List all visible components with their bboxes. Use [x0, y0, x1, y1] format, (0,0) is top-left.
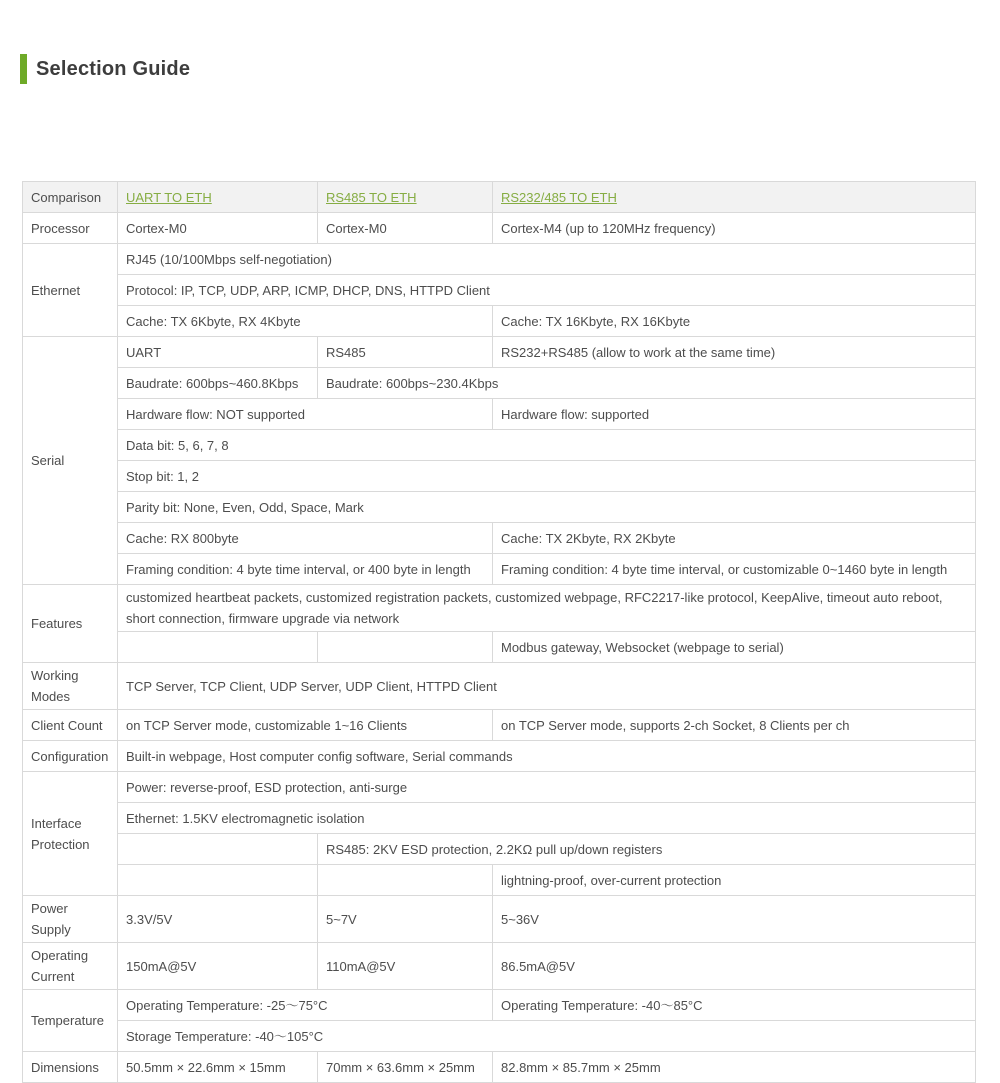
- table-row: [23, 399, 976, 430]
- spec-cell: Modbus gateway, Websocket (webpage to serial): [493, 632, 976, 663]
- table-row: [23, 896, 976, 943]
- spec-cell-empty: [318, 865, 493, 896]
- header-link-rs232-485-to-eth[interactable]: RS232/485 TO ETH: [501, 189, 617, 205]
- spec-cell: 110mA@5V: [318, 943, 493, 990]
- spec-cell: Framing condition: 4 byte time interval, or customizable 0~1460 byte in length: [493, 554, 976, 585]
- table-row: [23, 663, 976, 710]
- spec-cell: RS485: [318, 337, 493, 368]
- spec-cell: Parity bit: None, Even, Odd, Space, Mark: [118, 492, 976, 523]
- table-row: [23, 834, 976, 865]
- table-row: [23, 632, 976, 663]
- spec-cell: 5~7V: [318, 896, 493, 943]
- table-row: [23, 1021, 976, 1052]
- table-row: [23, 772, 976, 803]
- spec-cell: Storage Temperature: -40～105°C: [118, 1021, 976, 1052]
- spec-cell: Cortex-M4 (up to 120MHz frequency): [493, 213, 976, 244]
- spec-cell: Hardware flow: NOT supported: [118, 399, 493, 430]
- row-label-power-supply: Power Supply: [23, 896, 118, 943]
- spec-cell-empty: [318, 632, 493, 663]
- table-header-row: [23, 182, 976, 213]
- spec-cell: Baudrate: 600bps~460.8Kbps: [118, 368, 318, 399]
- header-cell-comparison: Comparison: [23, 182, 118, 213]
- spec-cell: Cache: TX 16Kbyte, RX 16Kbyte: [493, 306, 976, 337]
- table-row: [23, 865, 976, 896]
- table-row: [23, 943, 976, 990]
- table-body: [23, 213, 976, 1083]
- page: [0, 53, 1000, 1075]
- spec-cell: Framing condition: 4 byte time interval, or 400 byte in length: [118, 554, 493, 585]
- spec-cell: UART: [118, 337, 318, 368]
- row-label-client-count: Client Count: [23, 710, 118, 741]
- spec-cell: Cache: RX 800byte: [118, 523, 493, 554]
- table-row: [23, 461, 976, 492]
- spec-cell: Protocol: IP, TCP, UDP, ARP, ICMP, DHCP, DNS, HTTPD Client: [118, 275, 976, 306]
- header-cell-rs232-485-to-eth: [493, 182, 976, 213]
- spec-cell: RJ45 (10/100Mbps self-negotiation): [118, 244, 976, 275]
- spec-cell: Operating Temperature: -40～85°C: [493, 990, 976, 1021]
- spec-cell: Operating Temperature: -25～75°C: [118, 990, 493, 1021]
- spec-cell: 70mm × 63.6mm × 25mm: [318, 1052, 493, 1083]
- spec-cell: Ethernet: 1.5KV electromagnetic isolation: [118, 803, 976, 834]
- spec-cell: Baudrate: 600bps~230.4Kbps: [318, 368, 976, 399]
- spec-cell-empty: [118, 865, 318, 896]
- page-title: Selection Guide: [36, 57, 191, 80]
- row-label-processor: Processor: [23, 213, 118, 244]
- spec-cell-empty: [118, 834, 318, 865]
- table-row: [23, 306, 976, 337]
- table-row: [23, 990, 976, 1021]
- row-label-operating-current: Operating Current: [23, 943, 118, 990]
- spec-cell: customized heartbeat packets, customized registration packets, customized webpage, RFC2217-like protocol, KeepAlive, timeout auto reboot, short connection, firmware upgrade via network: [118, 585, 976, 632]
- table-row: [23, 523, 976, 554]
- spec-cell: 82.8mm × 85.7mm × 25mm: [493, 1052, 976, 1083]
- header-cell-rs485-to-eth: [318, 182, 493, 213]
- table-row: [23, 803, 976, 834]
- row-label-interface-protection: Interface Protection: [23, 772, 118, 896]
- table-row: [23, 492, 976, 523]
- table-row: [23, 1052, 976, 1083]
- spec-cell: 150mA@5V: [118, 943, 318, 990]
- table-row: [23, 554, 976, 585]
- spec-cell-empty: [118, 632, 318, 663]
- table-row: [23, 213, 976, 244]
- row-label-serial: Serial: [23, 337, 118, 585]
- spec-cell: lightning-proof, over-current protection: [493, 865, 976, 896]
- spec-cell: Data bit: 5, 6, 7, 8: [118, 430, 976, 461]
- spec-cell: RS232+RS485 (allow to work at the same time): [493, 337, 976, 368]
- spec-cell: Cortex-M0: [318, 213, 493, 244]
- spec-cell: Hardware flow: supported: [493, 399, 976, 430]
- spec-cell: Built-in webpage, Host computer config software, Serial commands: [118, 741, 976, 772]
- header-cell-uart-to-eth: [118, 182, 318, 213]
- spec-cell: 86.5mA@5V: [493, 943, 976, 990]
- spec-cell: Cache: TX 6Kbyte, RX 4Kbyte: [118, 306, 493, 337]
- spec-cell: TCP Server, TCP Client, UDP Server, UDP Client, HTTPD Client: [118, 663, 976, 710]
- header-link-rs485-to-eth[interactable]: RS485 TO ETH: [326, 189, 417, 205]
- spec-cell: 50.5mm × 22.6mm × 15mm: [118, 1052, 318, 1083]
- table-row: [23, 275, 976, 306]
- accent-bar: [20, 54, 27, 84]
- table-row: [23, 368, 976, 399]
- table-row: [23, 585, 976, 632]
- header-link-uart-to-eth[interactable]: UART TO ETH: [126, 189, 212, 205]
- table-row: [23, 710, 976, 741]
- table-row: [23, 430, 976, 461]
- section-header: [20, 53, 1000, 85]
- table-head: [23, 182, 976, 213]
- row-label-dimensions: Dimensions: [23, 1052, 118, 1083]
- row-label-ethernet: Ethernet: [23, 244, 118, 337]
- table-row: [23, 244, 976, 275]
- spec-cell: on TCP Server mode, customizable 1~16 Clients: [118, 710, 493, 741]
- spec-cell: RS485: 2KV ESD protection, 2.2KΩ pull up/down registers: [318, 834, 976, 865]
- selection-guide-table: [22, 181, 976, 1083]
- spec-cell: Cortex-M0: [118, 213, 318, 244]
- spec-cell: 3.3V/5V: [118, 896, 318, 943]
- spec-cell: Stop bit: 1, 2: [118, 461, 976, 492]
- spec-cell: Cache: TX 2Kbyte, RX 2Kbyte: [493, 523, 976, 554]
- row-label-working-modes: Working Modes: [23, 663, 118, 710]
- spec-cell: on TCP Server mode, supports 2-ch Socket, 8 Clients per ch: [493, 710, 976, 741]
- row-label-configuration: Configuration: [23, 741, 118, 772]
- table-row: [23, 741, 976, 772]
- row-label-temperature: Temperature: [23, 990, 118, 1052]
- table-row: [23, 337, 976, 368]
- row-label-features: Features: [23, 585, 118, 663]
- spec-cell: Power: reverse-proof, ESD protection, anti-surge: [118, 772, 976, 803]
- spec-cell: 5~36V: [493, 896, 976, 943]
